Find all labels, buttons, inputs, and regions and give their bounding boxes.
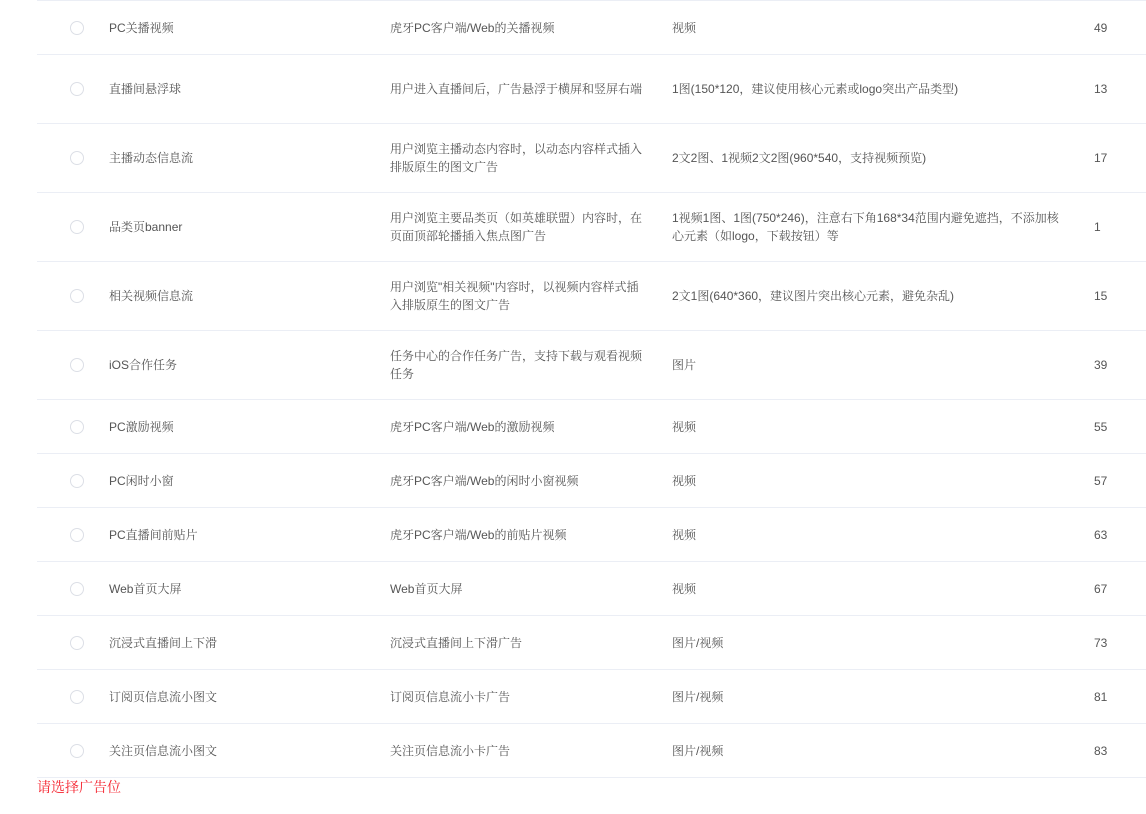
- slot-spec: 图片/视频: [672, 743, 724, 758]
- slot-id: 63: [1094, 527, 1108, 542]
- row-radio[interactable]: [70, 474, 84, 488]
- slot-name: 品类页banner: [109, 220, 183, 234]
- slot-spec: 1图(150*120，建议使用核心元素或logo突出产品类型): [672, 82, 959, 96]
- row-radio[interactable]: [70, 420, 84, 434]
- slot-description: 用户浏览主播动态内容时，以动态内容样式插入排版原生的图文广告: [390, 142, 643, 174]
- slot-name: 主播动态信息流: [109, 151, 194, 165]
- validation-error-message: 请选择广告位: [37, 779, 121, 795]
- slot-description: 用户进入直播间后，广告悬浮于横屏和竖屏右端: [390, 82, 643, 96]
- slot-description: 关注页信息流小卡广告: [390, 743, 511, 758]
- slot-spec: 视频: [672, 419, 697, 434]
- slot-id: 81: [1094, 689, 1108, 704]
- slot-id: 13: [1094, 82, 1108, 96]
- slot-id: 73: [1094, 635, 1108, 650]
- row-radio[interactable]: [70, 528, 84, 542]
- slot-name: 直播间悬浮球: [109, 82, 182, 96]
- table-row[interactable]: [37, 508, 1146, 562]
- slot-name: PC激励视频: [109, 419, 174, 434]
- slot-id: 83: [1094, 743, 1108, 758]
- row-radio[interactable]: [70, 289, 84, 303]
- slot-id: 57: [1094, 473, 1108, 488]
- slot-name: iOS合作任务: [109, 358, 178, 372]
- slot-name: 沉浸式直播间上下滑: [109, 635, 218, 650]
- slot-description: 用户浏览主要品类页（如英雄联盟）内容时，在页面顶部轮播插入焦点图广告: [390, 211, 643, 243]
- slot-name: PC闲时小窗: [109, 473, 174, 488]
- row-radio[interactable]: [70, 21, 84, 35]
- row-radio[interactable]: [70, 151, 84, 165]
- row-radio[interactable]: [70, 690, 84, 704]
- row-radio[interactable]: [70, 636, 84, 650]
- table-row[interactable]: [37, 616, 1146, 670]
- row-radio[interactable]: [70, 744, 84, 758]
- row-radio[interactable]: [70, 582, 84, 596]
- slot-name: 关注页信息流小图文: [109, 743, 218, 758]
- table-row[interactable]: [37, 670, 1146, 724]
- slot-description: 虎牙PC客户端/Web的关播视频: [390, 20, 555, 35]
- ad-slot-table: [37, 0, 1146, 778]
- table-row[interactable]: [37, 724, 1146, 778]
- table-row[interactable]: [37, 331, 1146, 400]
- slot-spec: 2文2图、1视频2文2图(960*540，支持视频预览): [672, 151, 927, 165]
- slot-id: 1: [1094, 220, 1101, 234]
- table-row[interactable]: [37, 562, 1146, 616]
- row-radio[interactable]: [70, 358, 84, 372]
- slot-description: 用户浏览"相关视频"内容时，以视频内容样式插入排版原生的图文广告: [390, 280, 639, 312]
- row-radio[interactable]: [70, 220, 84, 234]
- slot-spec: 图片: [672, 358, 697, 372]
- row-radio[interactable]: [70, 82, 84, 96]
- slot-spec: 图片/视频: [672, 689, 724, 704]
- slot-description: 沉浸式直播间上下滑广告: [390, 635, 523, 650]
- slot-description: 任务中心的合作任务广告，支持下载与观看视频任务: [390, 349, 643, 381]
- slot-description: 虎牙PC客户端/Web的激励视频: [390, 419, 555, 434]
- slot-id: 55: [1094, 419, 1108, 434]
- slot-description: 虎牙PC客户端/Web的闲时小窗视频: [390, 473, 579, 488]
- slot-id: 39: [1094, 358, 1108, 372]
- slot-id: 17: [1094, 151, 1108, 165]
- slot-description: Web首页大屏: [390, 581, 463, 596]
- slot-name: 订阅页信息流小图文: [109, 689, 218, 704]
- slot-spec: 视频: [672, 20, 697, 35]
- table-row[interactable]: [37, 124, 1146, 193]
- slot-spec: 1视频1图、1图(750*246)，注意右下角168*34范围内避免遮挡，不添加核心元素（如logo，下载按钮）等: [672, 211, 1059, 243]
- slot-id: 49: [1094, 20, 1108, 35]
- slot-description: 订阅页信息流小卡广告: [390, 689, 511, 704]
- table-row[interactable]: [37, 1, 1146, 55]
- slot-spec: 视频: [672, 581, 697, 596]
- table-row[interactable]: [37, 262, 1146, 331]
- slot-spec: 2文1图(640*360，建议图片突出核心元素，避免杂乱): [672, 289, 955, 303]
- slot-description: 虎牙PC客户端/Web的前贴片视频: [390, 527, 567, 542]
- table-row[interactable]: [37, 400, 1146, 454]
- table-row[interactable]: [37, 193, 1146, 262]
- slot-name: PC关播视频: [109, 20, 174, 35]
- slot-name: 相关视频信息流: [109, 289, 194, 303]
- slot-name: Web首页大屏: [109, 581, 182, 596]
- slot-id: 15: [1094, 289, 1108, 303]
- slot-name: PC直播间前贴片: [109, 527, 198, 542]
- slot-id: 67: [1094, 581, 1108, 596]
- slot-spec: 视频: [672, 473, 697, 488]
- table-row[interactable]: [37, 55, 1146, 124]
- slot-spec: 图片/视频: [672, 635, 724, 650]
- slot-spec: 视频: [672, 527, 697, 542]
- table-row[interactable]: [37, 454, 1146, 508]
